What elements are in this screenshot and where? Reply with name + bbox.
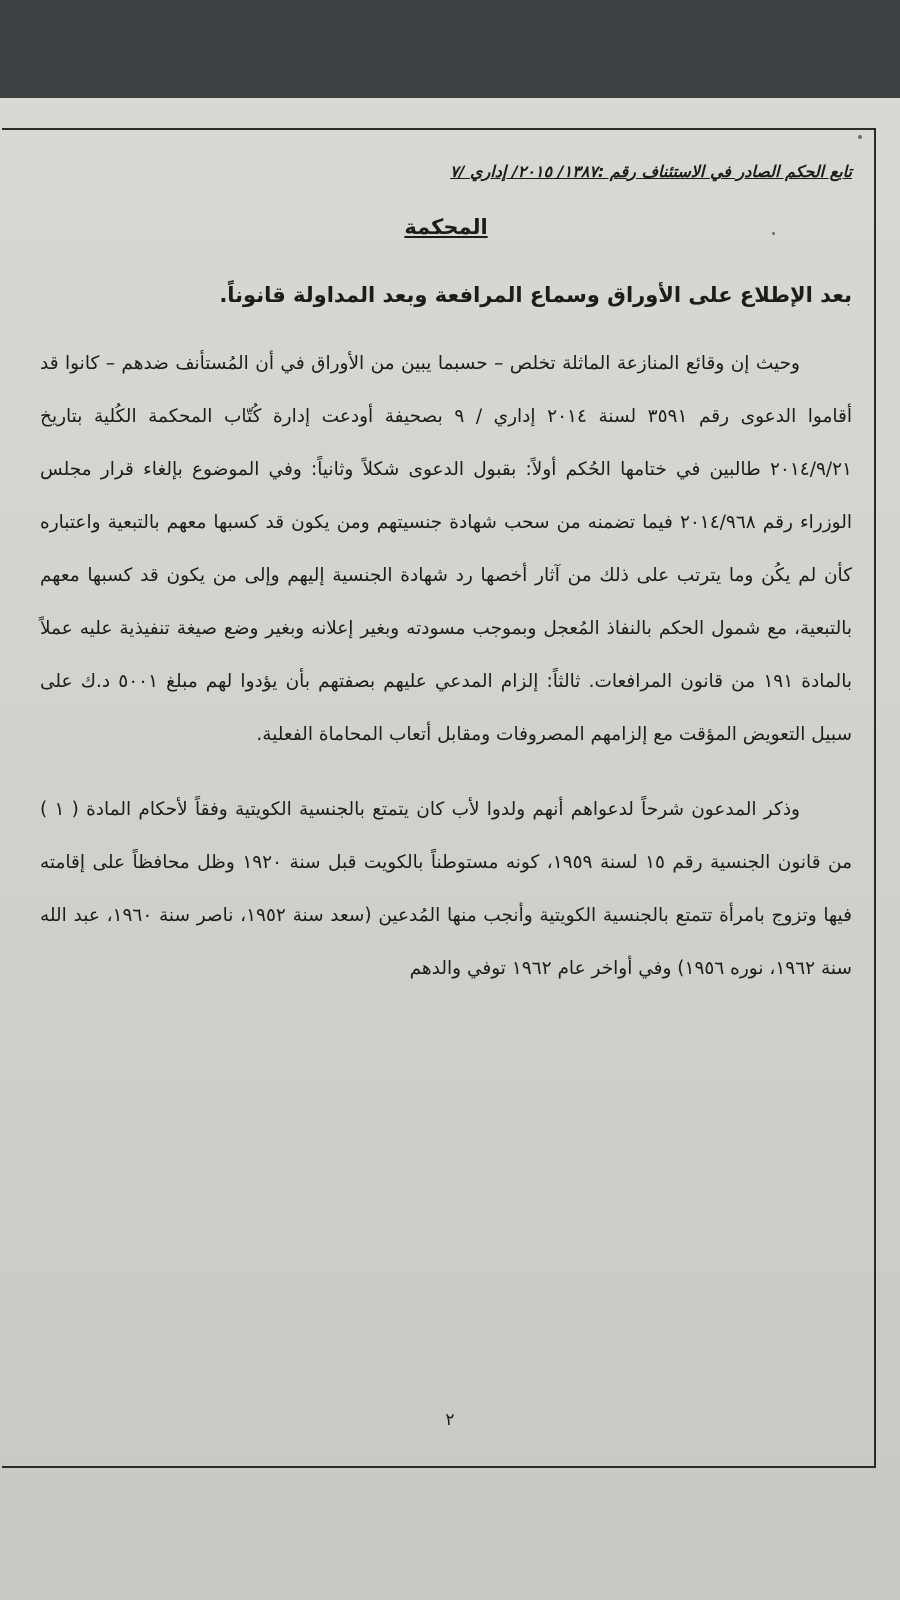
preamble-heading: بعد الإطلاع على الأوراق وسماع المرافعة وبعد المداولة قانوناً.: [219, 283, 852, 307]
case-reference-line: تابع الحكم الصادر في الاستئناف رقم :١٣٨٧/ ٢٠١٥/ إداري /٧: [450, 162, 852, 181]
plaintiffs-statement-paragraph: وذكر المدعون شرحاً لدعواهم أنهم ولدوا لأب كان يتمتع بالجنسية الكويتية وفقاً لأحكام المادة ( ١ ) من قانون الجنسية رقم ١٥ لسنة ١٩٥٩، كونه مستوطناً بالكويت قبل سنة ١٩٢٠ وظل محافظاً على إقامته فيها وتزوج بامرأة تتمتع بالجنسية الكويتية وأنجب منها المُدعين (سعد سنة ١٩٥٢، ناصر سنة ١٩٦٠، عبد الله سنة ١٩٦٢، نوره ١٩٥٦) وفي أواخر عام ١٩٦٢ توفي والدهم: [40, 799, 852, 979]
page-number: ٢: [445, 1410, 455, 1430]
court-title: المحكمة: [404, 215, 488, 239]
facts-paragraph: وحيث إن وقائع المنازعة الماثلة تخلص – حسبما يبين من الأوراق في أن المُستأنف ضدهم – كانوا قد أقاموا الدعوى رقم ٣٥٩١ لسنة ٢٠١٤ إداري / ٩ بصحيفة أودعت إدارة كُتّاب المحكمة الكُلية بتاريخ ٢٠١٤/٩/٢١ طالبين في ختامها الحُكم أولاً: بقبول الدعوى شكلاً وثانياً: وفي الموضوع بإلغاء قرار مجلس الوزراء رقم ٢٠١٤/٩٦٨ فيما تضمنه من سحب شهادة جنسيتهم ومن يكون قد كسبها معهم بالتبعية واعتباره كأن لم يكُن وما يترتب على ذلك من آثار أخصها رد شهادة الجنسية إليهم وإلى من يكون قد كسبها معهم بالتبعية، مع شمول الحكم بالنفاذ المُعجل وبموجب مسودته وبغير إعلانه وبغير وضع صيغة تنفيذية عليه عملاً بالمادة ١٩١ من قانون المرافعات. ثالثاً: إلزام المدعي عليهم بصفتهم بأن يؤدوا لهم مبلغ ٥٠٠١ د.ك على سبيل التعويض المؤقت مع إلزامهم المصروفات ومقابل أتعاب المحاماة الفعلية.: [40, 353, 852, 745]
paper-speck: [858, 135, 862, 139]
document-body: [40, 150, 852, 995]
